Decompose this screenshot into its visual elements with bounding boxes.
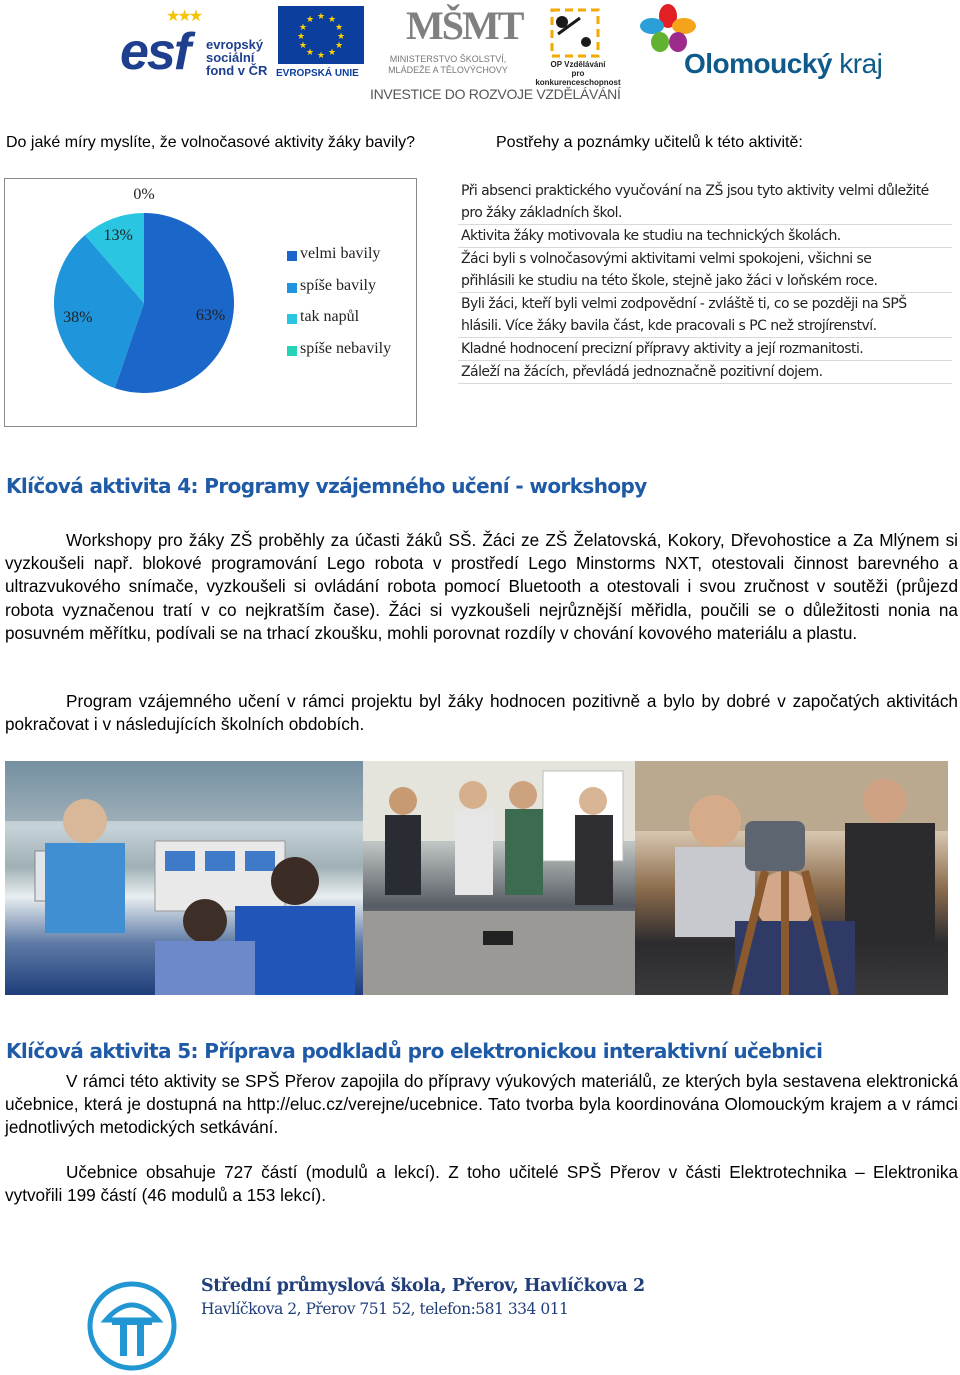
tagline: INVESTICE DO ROZVOJE VZDĚLÁVÁNÍ xyxy=(370,86,621,102)
msmt-text: MINISTERSTVO ŠKOLSTVÍ, MLÁDEŽE A TĚLOVÝCHOVY xyxy=(388,54,508,75)
svg-text:★: ★ xyxy=(316,51,326,61)
msmt-mark: MŠMT xyxy=(406,3,523,48)
section-5-paragraph-1: V rámci této aktivity se SPŠ Přerov zapojila do přípravy výukových materiálů, ze kterých byla sestavena elektronická učebnice, která je dostupná na http://eluc.cz/verejne/ucebnice. Tato tvorba byla koordinována Olomouckým krajem a v rámci jednotlivých metodických setkávání. xyxy=(5,1071,958,1138)
svg-text:★: ★ xyxy=(334,41,344,51)
esf-logo xyxy=(120,4,272,81)
eu-flag-icon xyxy=(278,6,364,64)
note-line: Kladné hodnocení precizní přípravy aktivity a její rozmanitosti. xyxy=(461,341,864,357)
school-logo-icon xyxy=(84,1280,180,1372)
esf-stars-icon: ★★★ xyxy=(166,8,201,25)
section-5-heading: Klíčová aktivita 5: Příprava podkladů pro elektronickou interaktivní učebnici xyxy=(6,1039,823,1063)
note-line: Při absenci praktického vyučování na ZŠ jsou tyto aktivity velmi důležité xyxy=(461,183,929,199)
note-row xyxy=(458,180,952,225)
note-row xyxy=(458,225,952,248)
eu-label: EVROPSKÁ UNIE xyxy=(276,68,359,79)
section-4-paragraph-1: Workshopy pro žáky ZŠ proběhly za účasti žáků SŠ. Žáci ze ZŠ Želatovská, Kokory, Dřevohostice a Za Mlýnem si vyzkoušeli např. blokové programování Lego robota v prostředí Lego Minstorms NXT, otestovali činnost barevného a ultrazvukového snímače, vyzkoušeli si ovládání robota pomocí Bluetooth a otestovali i svou zručnost v soutěži (průjezd robota vyznačenou tratí v co nejkratším čase). Žáci si vyzkoušeli nejrůznější měřidla, poučili se o důležitosti nonia na posuvném měřítku, podívali se na trhací zkoušku, mohli porovnat rozdíly v chování kovového materiálu a plastu. xyxy=(5,530,958,643)
olomoucky-kraj-logo xyxy=(632,4,894,84)
pie-data-label: 0% xyxy=(133,186,155,203)
op-text: OP Vzdělávání pro konkurenceschopnost xyxy=(535,60,621,87)
note-line: Žáci byli s volnočasovými aktivitami velmi spokojeni, všichni se xyxy=(461,251,872,267)
svg-text:★: ★ xyxy=(334,23,344,33)
header-logos xyxy=(0,0,960,108)
section-4-heading: Klíčová aktivita 4: Programy vzájemného učení - workshopy xyxy=(6,474,647,498)
svg-text:★: ★ xyxy=(296,32,306,42)
svg-text:★: ★ xyxy=(316,12,326,22)
note-row xyxy=(458,293,952,338)
svg-text:★: ★ xyxy=(336,32,346,42)
flower-icon xyxy=(638,4,698,54)
pie-data-label: 13% xyxy=(103,226,133,244)
note-row xyxy=(458,338,952,361)
note-line: Byli žáci, kteří byli velmi zodpovědní - zvláště ti, co se později na SPŠ xyxy=(461,296,907,312)
legend-swatch xyxy=(287,283,297,293)
question-label: Do jaké míry myslíte, že volnočasové aktivity žáky bavily? xyxy=(6,134,416,151)
section-5-paragraph-2: Učebnice obsahuje 727 částí (modulů a lekcí). Z toho učitelé SPŠ Přerov v části Elektrotechnika – Elektronika vytvořili 199 částí (46 modulů a 153 lekcí). xyxy=(5,1162,958,1206)
note-line: Aktivita žáky motivovala ke studiu na technických školách. xyxy=(461,228,841,244)
msmt-logo xyxy=(370,2,526,82)
footer-school-name: Střední průmyslová škola, Přerov, Havlíčkova 2 xyxy=(201,1276,645,1296)
svg-text:★: ★ xyxy=(298,41,308,51)
legend-swatch xyxy=(287,314,297,324)
eu-logo xyxy=(276,6,366,78)
esf-wordmark: esf xyxy=(120,23,190,81)
teacher-notes xyxy=(458,180,952,384)
section-4-paragraph-2: Program vzájemného učení v rámci projektu byl žáky hodnocen pozitivně a bylo by dobré v započatých aktivitách pokračovat i v následujících školních obdobích. xyxy=(5,691,958,735)
legend-label: spíše bavily xyxy=(300,276,376,294)
legend-label: spíše nebavily xyxy=(300,339,392,357)
notes-label: Postřehy a poznámky učitelů k této aktivitě: xyxy=(496,134,803,151)
esf-text: evropský sociální fond v ČR xyxy=(206,37,268,78)
note-line: přihlásili ke studiu na této škole, stejně jako žáci v loňském roce. xyxy=(461,273,878,289)
pie-data-label: 63% xyxy=(195,307,226,325)
op-logo xyxy=(528,4,628,87)
photo-robot-workshop xyxy=(363,761,635,995)
note-line: Záleží na žácích, převládá jednoznačně pozitivní dojem. xyxy=(461,364,823,380)
olomoucky-kraj-wordmark: Olomoucký kraj xyxy=(684,48,883,79)
photo-computer-lab xyxy=(5,761,363,995)
pie-chart-canvas xyxy=(5,179,418,428)
footer-address: Havlíčkova 2, Přerov 751 52, telefon:581 334 011 xyxy=(201,1300,569,1318)
pie-data-label: 38% xyxy=(63,308,93,326)
svg-text:★: ★ xyxy=(305,48,315,58)
note-line: hlásili. Více žáky bavila část, kde pracovali s PC než strojírenství. xyxy=(461,318,877,334)
svg-text:★: ★ xyxy=(305,15,315,25)
legend-label: tak napůl xyxy=(300,308,360,325)
op-emblem-icon xyxy=(528,4,628,60)
svg-text:★: ★ xyxy=(327,15,337,25)
note-row xyxy=(458,361,952,384)
note-row xyxy=(458,248,952,293)
pie-chart xyxy=(4,178,417,427)
legend-label: velmi bavily xyxy=(300,245,381,262)
note-line: pro žáky základních škol. xyxy=(461,205,622,221)
svg-text:★: ★ xyxy=(327,48,337,58)
svg-text:★: ★ xyxy=(298,23,308,33)
legend-swatch xyxy=(287,251,297,261)
photo-measuring-instruments xyxy=(635,761,948,995)
legend-swatch xyxy=(287,346,297,356)
